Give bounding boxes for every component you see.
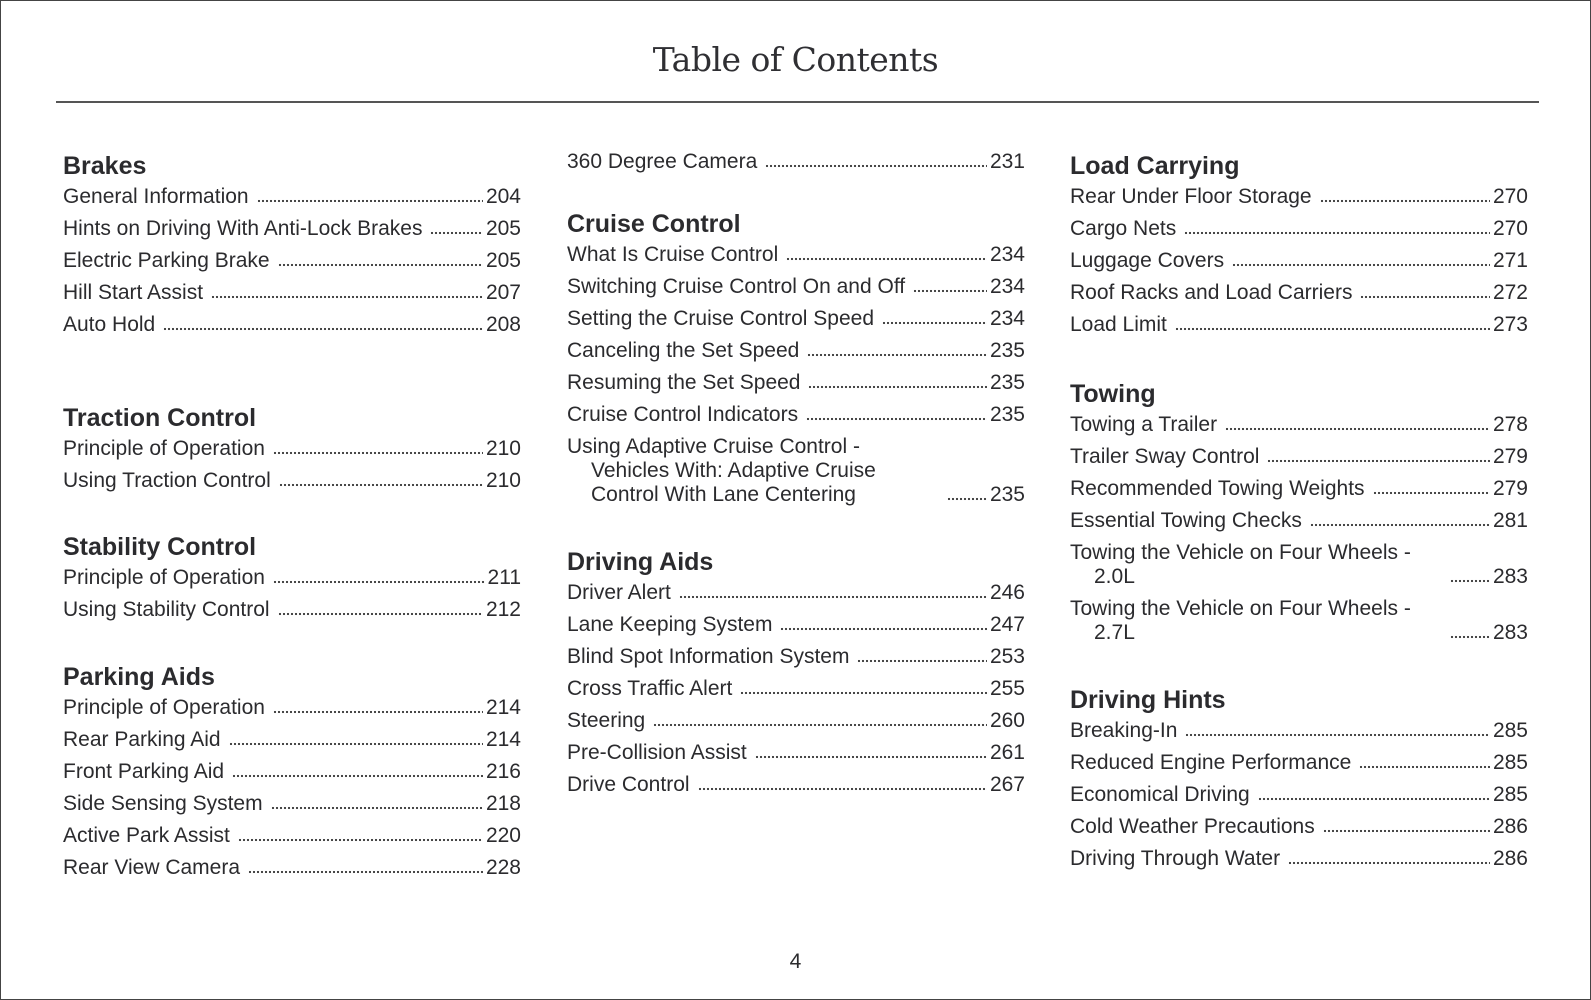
entry-title: Load Limit [1070, 313, 1167, 336]
entry-page: 212 [485, 598, 521, 621]
toc-entry[interactable] [63, 824, 521, 848]
toc-entry[interactable] [63, 728, 521, 752]
section-heading: Towing [1070, 380, 1156, 408]
entry-page: 207 [485, 281, 521, 304]
dot-leader [163, 326, 483, 332]
toc-entry[interactable] [63, 217, 521, 241]
entry-page: 234 [989, 307, 1025, 330]
dot-leader [1373, 490, 1490, 496]
entry-page: 253 [989, 645, 1025, 668]
entry-page: 214 [485, 728, 521, 751]
toc-entry[interactable] [63, 696, 521, 720]
dot-leader [765, 163, 987, 169]
dot-leader [1359, 764, 1490, 770]
entry-page: 271 [1492, 249, 1528, 272]
dot-leader [1258, 796, 1490, 802]
toc-entry[interactable] [567, 645, 1025, 669]
toc-entry[interactable] [567, 275, 1025, 299]
dot-leader [807, 352, 987, 358]
dot-leader [913, 288, 987, 294]
entry-title: Breaking-In [1070, 719, 1178, 742]
entry-title: Cruise Control Indicators [567, 403, 799, 426]
toc-entry[interactable] [63, 760, 521, 784]
entry-title: Setting the Cruise Control Speed [567, 307, 875, 330]
dot-leader [278, 262, 483, 268]
entry-title: Principle of Operation [63, 437, 265, 460]
dot-leader [806, 416, 987, 422]
toc-entry[interactable] [1070, 751, 1528, 775]
entry-page: 286 [1492, 847, 1528, 870]
dot-leader [1360, 294, 1489, 300]
section-heading: Stability Control [63, 533, 257, 561]
toc-entry[interactable] [1070, 847, 1528, 871]
entry-title: Reduced Engine Performance [1070, 751, 1352, 774]
toc-section [63, 403, 521, 501]
dot-leader [229, 741, 483, 747]
dot-leader [740, 690, 987, 696]
entry-page: 285 [1492, 719, 1528, 742]
entry-page: 220 [485, 824, 521, 847]
entry-title: Using Traction Control [63, 469, 271, 492]
toc-section [63, 532, 521, 630]
entry-title: Cold Weather Precautions [1070, 815, 1315, 838]
toc-entry[interactable] [1070, 783, 1528, 807]
dot-leader [755, 754, 987, 760]
dot-leader [882, 320, 987, 326]
toc-entry[interactable] [1070, 281, 1528, 305]
section-heading: Driving Hints [1070, 686, 1226, 714]
entry-title: Driving Through Water [1070, 847, 1281, 870]
entry-page: 272 [1492, 281, 1528, 304]
toc-section [63, 151, 521, 345]
entry-title: Steering [567, 709, 646, 732]
toc-entry[interactable] [1070, 313, 1528, 337]
entry-title: Roof Racks and Load Carriers [1070, 281, 1353, 304]
section-heading: Load Carrying [1070, 152, 1240, 180]
toc-entry[interactable] [63, 185, 521, 209]
entry-page: 261 [989, 741, 1025, 764]
page-title: Table of Contents [652, 40, 939, 79]
entry-page: 278 [1492, 413, 1528, 436]
entry-page: 255 [989, 677, 1025, 700]
toc-entry[interactable] [567, 243, 1025, 267]
entry-title: Hill Start Assist [63, 281, 204, 304]
entry-page: 228 [485, 856, 521, 879]
entry-page: 210 [485, 469, 521, 492]
entry-page: 235 [989, 371, 1025, 394]
toc-entry[interactable] [567, 150, 1025, 174]
toc-entry[interactable] [567, 613, 1025, 637]
title-divider [56, 101, 1539, 103]
section-heading: Traction Control [63, 404, 257, 432]
entry-title: Using Adaptive Cruise Control - Vehicles With: Adaptive Cruise Control With Lane Centering [567, 435, 876, 506]
toc-entry[interactable] [1070, 597, 1528, 645]
entry-title: General Information [63, 185, 249, 208]
entry-title: Luggage Covers [1070, 249, 1225, 272]
entry-page: 267 [989, 773, 1025, 796]
dot-leader [1175, 326, 1490, 332]
dot-leader [808, 384, 986, 390]
dot-leader [273, 450, 483, 456]
entry-page: 214 [485, 696, 521, 719]
toc-section [567, 150, 1025, 182]
toc-entry[interactable] [1070, 477, 1528, 501]
entry-title: Blind Spot Information System [567, 645, 850, 668]
entry-page: 270 [1492, 185, 1528, 208]
entry-page: 231 [989, 150, 1025, 173]
toc-entry[interactable] [1070, 445, 1528, 469]
entry-page: 283 [1492, 621, 1528, 644]
dot-leader [278, 611, 483, 617]
toc-entry[interactable] [567, 403, 1025, 427]
toc-section [567, 547, 1025, 805]
dot-leader [232, 773, 483, 779]
toc-entry[interactable] [567, 581, 1025, 605]
entry-title: Front Parking Aid [63, 760, 225, 783]
entry-page: 246 [989, 581, 1025, 604]
dot-leader [786, 256, 987, 262]
dot-leader [211, 294, 483, 300]
toc-entry[interactable] [63, 313, 521, 337]
toc-entry[interactable] [567, 371, 1025, 395]
entry-title: Canceling the Set Speed [567, 339, 800, 362]
entry-title: Rear View Camera [63, 856, 241, 879]
entry-title: Economical Driving [1070, 783, 1250, 806]
entry-title: Trailer Sway Control [1070, 445, 1260, 468]
dot-leader [1232, 262, 1490, 268]
section-heading: Parking Aids [63, 663, 215, 691]
toc-entry[interactable] [63, 598, 521, 622]
toc-entry[interactable] [567, 435, 1025, 507]
toc-section [63, 662, 521, 888]
entry-title: Hints on Driving With Anti-Lock Brakes [63, 217, 423, 240]
entry-page: 285 [1492, 751, 1528, 774]
entry-title: Using Stability Control [63, 598, 270, 621]
entry-page: 235 [989, 403, 1025, 426]
entry-page: 270 [1492, 217, 1528, 240]
entry-title: Rear Parking Aid [63, 728, 221, 751]
toc-entry[interactable] [63, 249, 521, 273]
entry-title: Active Park Assist [63, 824, 230, 847]
entry-page: 204 [485, 185, 521, 208]
dot-leader [1267, 458, 1490, 464]
dot-leader [273, 709, 483, 715]
dot-leader [947, 496, 987, 502]
toc-entry[interactable] [63, 566, 521, 590]
entry-page: 234 [989, 243, 1025, 266]
dot-leader [248, 869, 483, 875]
toc-entry[interactable] [1070, 541, 1528, 589]
entry-title: Pre-Collision Assist [567, 741, 747, 764]
dot-leader [1310, 522, 1490, 528]
entry-title: What Is Cruise Control [567, 243, 779, 266]
toc-entry[interactable] [567, 773, 1025, 797]
toc-section [1070, 151, 1528, 345]
toc-entry[interactable] [567, 741, 1025, 765]
entry-page: 279 [1492, 445, 1528, 468]
toc-entry[interactable] [1070, 815, 1528, 839]
entry-page: 247 [989, 613, 1025, 636]
dot-leader [1320, 198, 1490, 204]
toc-entry[interactable] [63, 469, 521, 493]
toc-entry[interactable] [1070, 413, 1528, 437]
dot-leader [1225, 426, 1490, 432]
entry-title: Principle of Operation [63, 566, 265, 589]
toc-entry[interactable] [63, 856, 521, 880]
toc-section [567, 209, 1025, 515]
entry-page: 205 [485, 249, 521, 272]
toc-entry[interactable] [1070, 249, 1528, 273]
toc-entry[interactable] [567, 677, 1025, 701]
entry-title: Switching Cruise Control On and Off [567, 275, 906, 298]
entry-title: Rear Under Floor Storage [1070, 185, 1312, 208]
entry-page: 216 [485, 760, 521, 783]
entry-page: 283 [1492, 565, 1528, 588]
entry-title: Recommended Towing Weights [1070, 477, 1365, 500]
entry-page: 285 [1492, 783, 1528, 806]
toc-entry[interactable] [567, 339, 1025, 363]
dot-leader [238, 837, 483, 843]
entry-title: Cross Traffic Alert [567, 677, 733, 700]
entry-page: 208 [485, 313, 521, 336]
dot-leader [653, 722, 987, 728]
toc-section [1070, 685, 1528, 879]
entry-title: Cargo Nets [1070, 217, 1177, 240]
toc-entry[interactable] [1070, 509, 1528, 533]
toc-entry[interactable] [567, 709, 1025, 733]
dot-leader [1288, 860, 1490, 866]
dot-leader [430, 230, 482, 236]
dot-leader [698, 786, 987, 792]
dot-leader [1450, 578, 1490, 584]
entry-title: Driver Alert [567, 581, 671, 604]
dot-leader [857, 658, 986, 664]
entry-page: 218 [485, 792, 521, 815]
dot-leader [271, 805, 483, 811]
dot-leader [780, 626, 986, 632]
toc-entry[interactable] [63, 437, 521, 461]
dot-leader [1323, 828, 1490, 834]
dot-leader [1184, 230, 1490, 236]
dot-leader [273, 579, 485, 585]
toc-entry[interactable] [63, 792, 521, 816]
entry-title: Lane Keeping System [567, 613, 773, 636]
entry-title: Principle of Operation [63, 696, 265, 719]
entry-title: Resuming the Set Speed [567, 371, 801, 394]
entry-title: Towing the Vehicle on Four Wheels - 2.0L [1070, 541, 1411, 588]
toc-entry[interactable] [1070, 719, 1528, 743]
toc-entry[interactable] [63, 281, 521, 305]
section-heading: Brakes [63, 152, 147, 180]
entry-title: Electric Parking Brake [63, 249, 270, 272]
dot-leader [679, 594, 987, 600]
entry-title: Towing the Vehicle on Four Wheels - 2.7L [1070, 597, 1411, 644]
toc-entry[interactable] [1070, 185, 1528, 209]
entry-title: Auto Hold [63, 313, 156, 336]
page-number: 4 [789, 950, 802, 973]
dot-leader [279, 482, 483, 488]
dot-leader [257, 198, 483, 204]
entry-page: 260 [989, 709, 1025, 732]
toc-entry[interactable] [1070, 217, 1528, 241]
entry-page: 210 [485, 437, 521, 460]
entry-page: 286 [1492, 815, 1528, 838]
entry-page: 281 [1492, 509, 1528, 532]
entry-title: Side Sensing System [63, 792, 263, 815]
entry-title: Essential Towing Checks [1070, 509, 1302, 532]
entry-title: Towing a Trailer [1070, 413, 1218, 436]
section-heading: Driving Aids [567, 548, 714, 576]
entry-title: Drive Control [567, 773, 690, 796]
entry-page: 279 [1492, 477, 1528, 500]
entry-title: 360 Degree Camera [567, 150, 758, 173]
entry-page: 205 [485, 217, 521, 240]
dot-leader [1185, 732, 1490, 738]
toc-section [1070, 379, 1528, 653]
entry-page: 273 [1492, 313, 1528, 336]
section-heading: Cruise Control [567, 210, 741, 238]
dot-leader [1450, 634, 1490, 640]
entry-page: 234 [989, 275, 1025, 298]
toc-entry[interactable] [567, 307, 1025, 331]
entry-page: 211 [487, 566, 521, 589]
entry-page: 235 [989, 483, 1025, 506]
entry-page: 235 [989, 339, 1025, 362]
